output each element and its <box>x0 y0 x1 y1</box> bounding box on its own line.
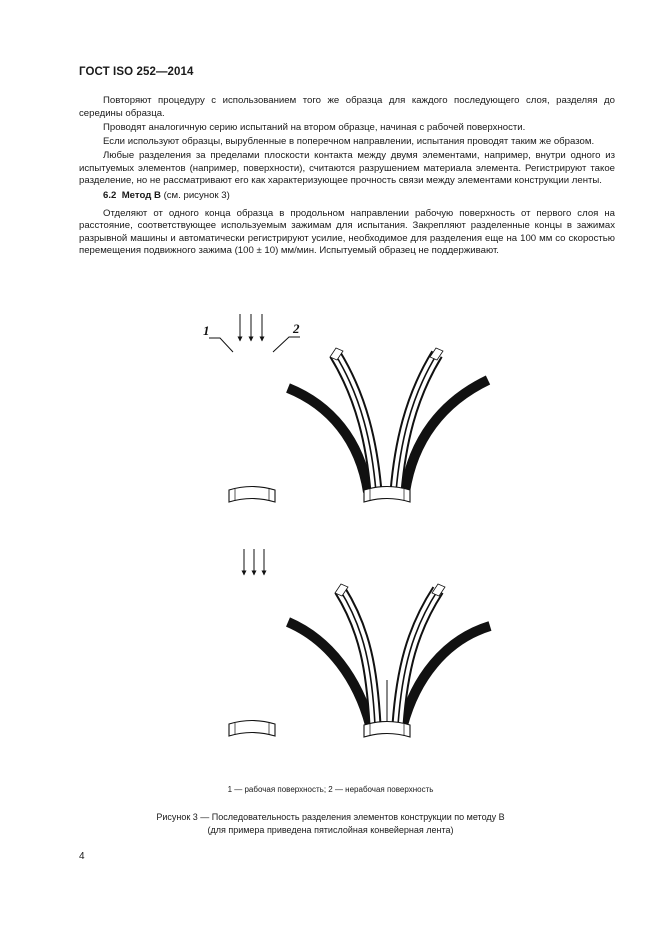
section-title: Метод В <box>121 189 161 201</box>
page-number: 4 <box>79 851 85 862</box>
caption-line-1: Рисунок 3 — Последовательность разделения элементов конструкции по методу В <box>156 812 505 822</box>
arrows-bottom <box>244 549 264 575</box>
label-2: 2 <box>293 321 300 336</box>
specimen-top-left <box>229 340 275 760</box>
leader-lines <box>209 337 300 352</box>
paragraph-3: Если используют образцы, вырубленные в поперечном направлении, испытания проводят таким же образом. <box>103 135 595 147</box>
document-header: ГОСТ ISO 252—2014 <box>79 66 194 78</box>
paragraph-4: Любые разделения за пределами плоскости контакта между двумя элементами, например, внутри одного из испытуемых элементов (например, поверхности), считаются разрушением материала элемента. Регистрируют такое разделение, но не рассматривают его как характеризующее прочность связи между элементами конструкции ленты. <box>79 150 615 187</box>
label-1: 1 <box>203 323 210 338</box>
paragraph-1: Повторяют процедуру с использованием того же образца для каждого последующего слоя, разделяя до середины образца. <box>79 95 615 119</box>
arrows-top <box>240 314 262 341</box>
figure-caption <box>0 811 661 836</box>
paragraph-2: Проводят аналогичную серию испытаний на втором образце, начиная с рабочей поверхности. <box>103 121 526 133</box>
caption-line-2: (для примера приведена пятислойная конвейерная лента) <box>207 824 454 835</box>
section-ref: (см. рисунок 3) <box>163 189 230 201</box>
specimen-bottom-left <box>229 572 275 936</box>
paragraph-method-b: Отделяют от одного конца образца в продольном направлении рабочую поверхность от первого слоя на расстояние, соответствующее используемым зажимам для испытания. Закрепляют разделенные концы в зажимах разрывной машины и автоматически регистрируют усилие, необходимое для разделения еще на 100 мм со скоростью перемещения подвижного зажима (100 ± 10) мм/мин. Испытуемый образец не поддерживают. <box>79 207 615 257</box>
section-number: 6.2 <box>103 189 117 201</box>
specimen-bottom-right <box>288 584 490 936</box>
figure-legend: 1 — рабочая поверхность; 2 — нерабочая поверхность <box>227 785 434 794</box>
